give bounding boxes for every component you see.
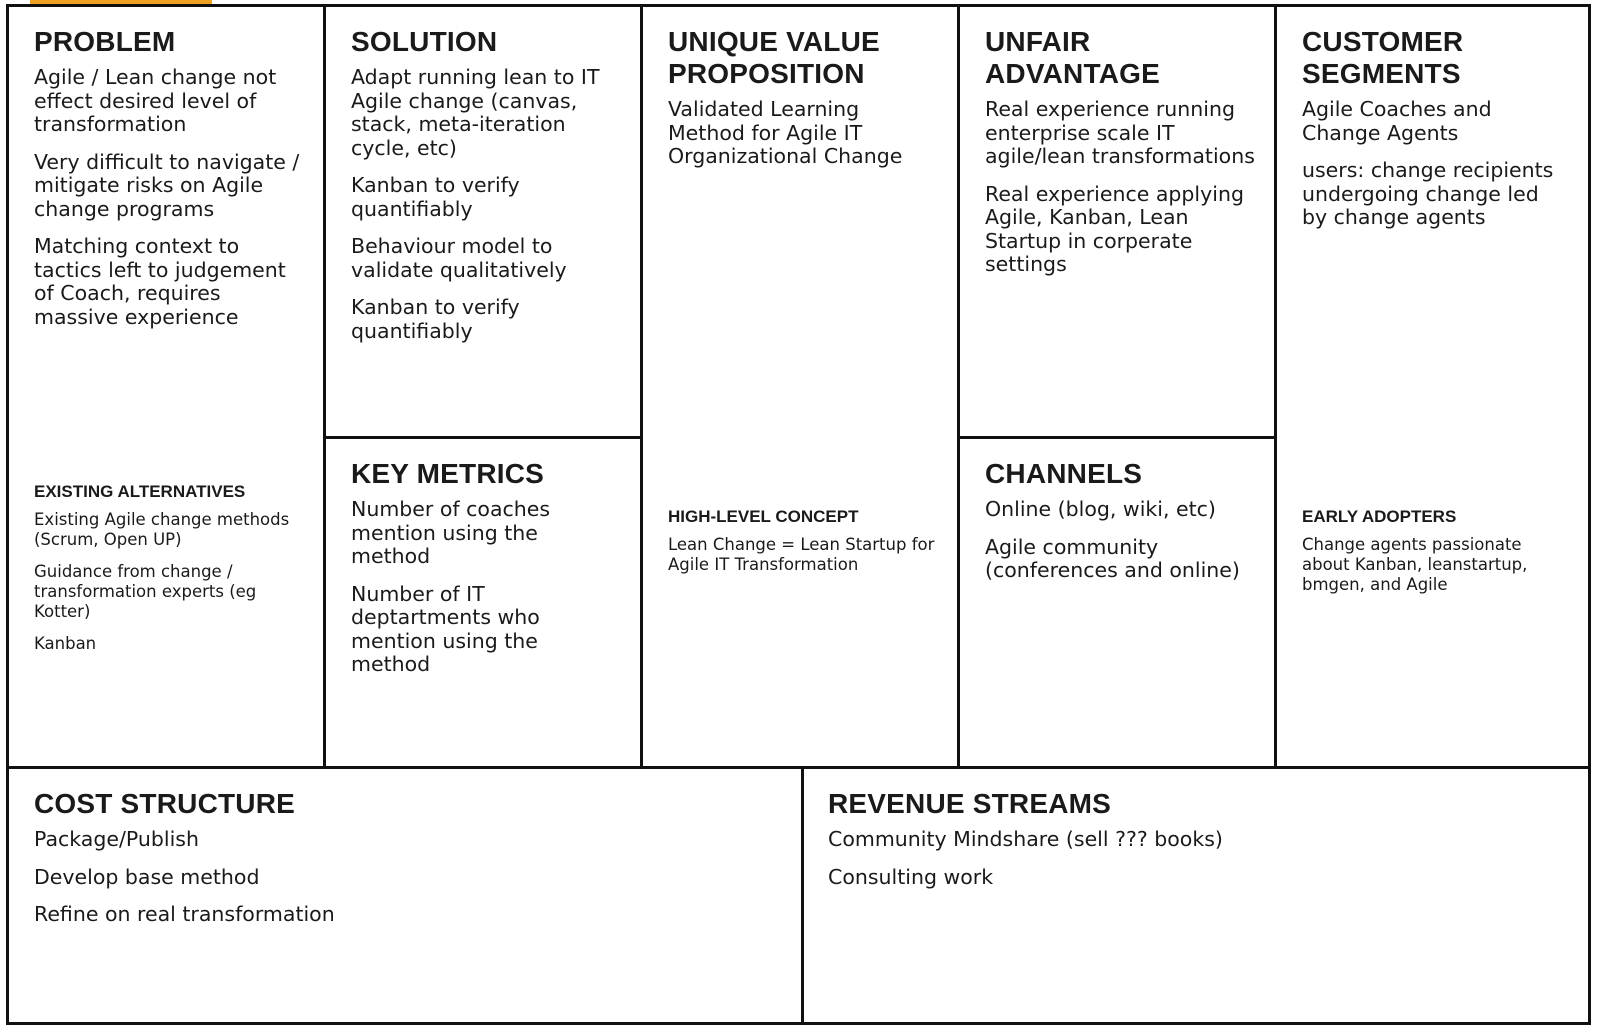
channels-cell	[985, 458, 1255, 758]
key-metrics-cell	[351, 458, 621, 758]
problem-item: Matching context to tactics left to judgement of Coach, requires massive experience	[34, 234, 286, 329]
alternative-item: Existing Agile change methods (Scrum, Open UP)	[34, 510, 290, 549]
unfair-advantage-item: Real experience applying Agile, Kanban, Lean Startup in corperate settings	[985, 181, 1244, 276]
solution-item: Adapt running lean to IT Agile change (canvas, stack, meta-iteration cycle, etc)	[351, 65, 600, 160]
solution-title: SOLUTION	[351, 26, 498, 57]
key-metric-item: Number of coaches mention using the method	[351, 497, 551, 568]
high-level-concept-title: HIGH-LEVEL CONCEPT	[668, 507, 859, 526]
customer-segment-item: Agile Coaches and Change Agents	[1302, 97, 1492, 145]
key-metrics-title: KEY METRICS	[351, 458, 545, 489]
early-adopter-item: Change agents passionate about Kanban, leanstartup, bmgen, and Agile	[1302, 535, 1528, 594]
revenue-streams-cell	[828, 788, 1568, 1008]
uvp-cell	[668, 26, 938, 466]
solution-item: Behaviour model to validate qualitatively	[351, 234, 567, 282]
uvp-title	[668, 26, 938, 90]
early-adopters-cell	[1302, 507, 1572, 747]
divider-v3	[957, 4, 960, 767]
unfair-title-line1: UNFAIR	[985, 26, 1091, 57]
existing-alternatives-cell	[34, 482, 304, 742]
problem-title: PROBLEM	[34, 26, 176, 57]
cost-structure-cell	[34, 788, 774, 1008]
customer-segment-item: users: change recipients undergoing change led by change agents	[1302, 158, 1554, 229]
problem-item: Agile / Lean change not effect desired level of transformation	[34, 65, 277, 136]
unfair-advantage-item: Real experience running enterprise scale IT agile/lean transformations	[985, 97, 1255, 168]
border-right	[1588, 4, 1591, 1025]
channel-item: Agile community (conferences and online)	[985, 534, 1240, 582]
uvp-item: Validated Learning Method for Agile IT Organizational Change	[668, 97, 903, 168]
alternative-item: Guidance from change / transformation experts (eg Kotter)	[34, 562, 257, 621]
divider-v4	[1274, 4, 1277, 767]
channels-title: CHANNELS	[985, 458, 1143, 489]
divider-cost-revenue	[801, 766, 804, 1025]
problem-item: Very difficult to navigate / mitigate risks on Agile change programs	[34, 149, 300, 221]
customer-segments-cell	[1302, 26, 1567, 466]
cost-item: Package/Publish	[34, 827, 199, 851]
problem-cell	[34, 26, 304, 446]
solution-item: Kanban to verify quantifiably	[351, 295, 520, 343]
channel-item: Online (blog, wiki, etc)	[985, 497, 1216, 521]
uvp-title-line2: PROPOSITION	[668, 58, 865, 89]
unfair-advantage-cell	[985, 26, 1260, 426]
revenue-item: Community Mindshare (sell ??? books)	[828, 827, 1223, 851]
border-top	[6, 4, 1591, 7]
revenue-item: Consulting work	[828, 864, 994, 889]
border-bottom	[6, 1022, 1591, 1025]
lean-canvas	[6, 4, 1591, 1025]
unfair-advantage-title	[985, 26, 1260, 90]
cost-item: Develop base method	[34, 864, 260, 889]
alternative-item: Kanban	[34, 634, 97, 653]
cost-item: Refine on real transformation	[34, 902, 335, 926]
divider-v2	[640, 4, 643, 767]
divider-v1	[323, 4, 326, 767]
existing-alternatives-title: EXISTING ALTERNATIVES	[34, 482, 246, 501]
divider-unfair-channels	[957, 436, 1277, 439]
border-left	[6, 4, 9, 1025]
solution-cell	[351, 26, 621, 426]
high-level-concept-cell	[668, 507, 938, 747]
early-adopters-title: EARLY ADOPTERS	[1302, 507, 1457, 526]
cost-structure-title: COST STRUCTURE	[34, 788, 296, 819]
divider-solution-metrics	[323, 436, 643, 439]
high-level-concept-item: Lean Change = Lean Startup for Agile IT Transformation	[668, 535, 935, 574]
revenue-streams-title: REVENUE STREAMS	[828, 788, 1112, 819]
divider-horizontal-main	[6, 766, 1591, 769]
key-metric-item: Number of IT deptartments who mention using the method	[351, 581, 540, 676]
customer-title-line2: SEGMENTS	[1302, 58, 1461, 89]
uvp-title-line1: UNIQUE VALUE	[668, 26, 880, 57]
unfair-title-line2: ADVANTAGE	[985, 58, 1160, 89]
customer-segments-title	[1302, 26, 1567, 90]
customer-title-line1: CUSTOMER	[1302, 26, 1464, 57]
solution-item: Kanban to verify quantifiably	[351, 173, 520, 221]
